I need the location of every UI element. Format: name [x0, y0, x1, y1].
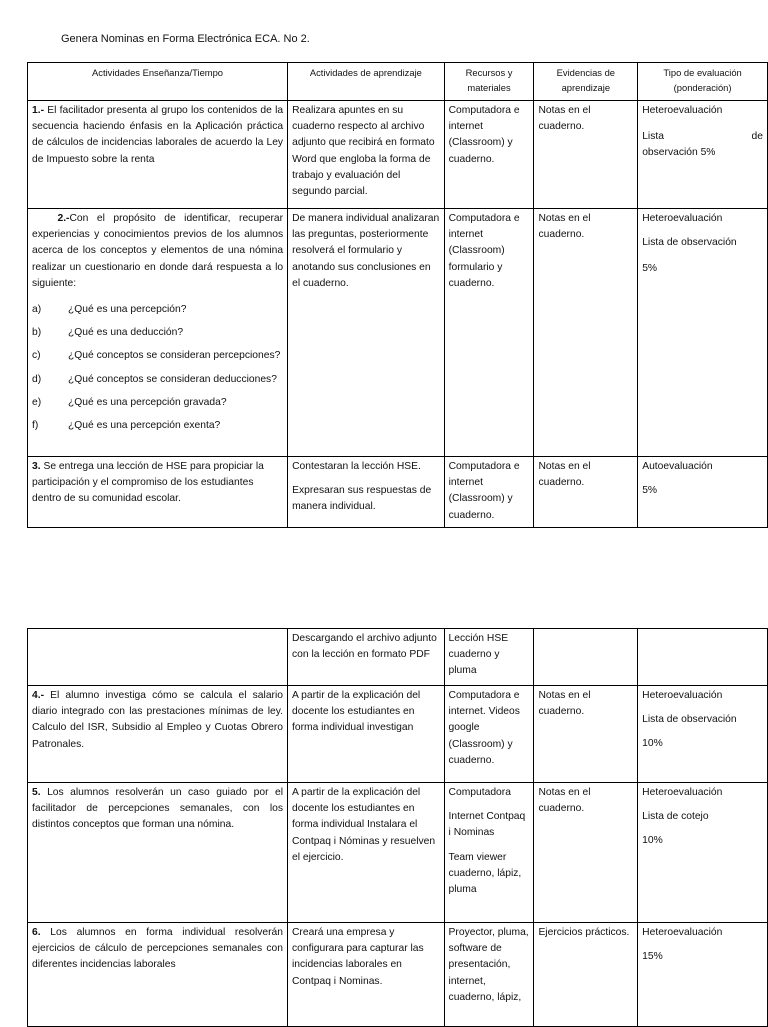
learning-activity-cell: [288, 457, 445, 528]
question-letter: c): [32, 350, 41, 362]
teaching-activity-cell: [28, 686, 288, 783]
evidence-cell: Notas en el cuaderno.: [534, 209, 638, 457]
activity-number: 4.-: [32, 690, 45, 701]
question-letter: b): [32, 327, 42, 339]
question-letter: f): [32, 420, 39, 432]
table-row: [28, 101, 768, 209]
question-text: ¿Qué es una percepción exenta?: [68, 420, 221, 432]
resources-cell: Computadora e internet (Classroom) y cuaderno.: [444, 457, 534, 528]
question-letter: e): [32, 396, 42, 408]
activity-text: Los alumnos resolverán un caso guiado por el facilitador de percepciones semanales, con los distintos conceptos que forman una nómina.: [32, 787, 283, 831]
resources-cell: Lección HSE cuaderno y pluma: [444, 629, 534, 686]
evaluation-tool-word: de: [751, 131, 763, 143]
header-evaluation-type: Tipo de evaluación (ponderación): [638, 63, 768, 101]
resources-line: Internet Contpaq i Nominas: [448, 811, 526, 839]
teaching-activity-cell: [28, 209, 288, 457]
evaluation-tool-rest: observación 5%: [642, 147, 716, 159]
question-item: [32, 372, 283, 388]
activity-number: 1.-: [32, 105, 45, 116]
evaluation-cell: [638, 209, 768, 457]
learning-activity-line: Contestaran la lección HSE.: [292, 461, 421, 472]
question-text: ¿Qué es una percepción gravada?: [68, 396, 227, 408]
evidence-cell: Notas en el cuaderno.: [534, 686, 638, 783]
activity-text: El alumno investiga cómo se calcula el salario diario integrado con las prestaciones mínimas de ley. Calculo del ISR, Subsidio al Empleo y Cuotas Obrero Patronales.: [32, 690, 283, 750]
resources-line: Computadora: [448, 787, 511, 798]
question-letter: d): [32, 373, 42, 385]
evaluation-tool: Lista de cotejo: [642, 811, 709, 823]
table-row: [28, 629, 768, 686]
activity-text: Se entrega una lección de HSE para propiciar la participación y el compromiso de los estudiantes dentro de su comunidad escolar.: [32, 461, 264, 505]
evaluation-cell: [638, 923, 768, 1027]
table-row: [28, 686, 768, 783]
evaluation-cell: [638, 783, 768, 923]
evaluation-type: Heteroevaluación: [642, 690, 723, 701]
teaching-activity-cell: [28, 457, 288, 528]
evaluation-type: Heteroevaluación: [642, 105, 723, 116]
teaching-activity-cell: [28, 101, 288, 209]
table-row: [28, 457, 768, 528]
question-text: ¿Qué es una deducción?: [68, 327, 184, 339]
teaching-activity-cell: [28, 629, 288, 686]
activities-table-top: [27, 62, 768, 528]
evidence-cell: [534, 629, 638, 686]
evaluation-type: Heteroevaluación: [642, 213, 723, 224]
question-letter: a): [32, 304, 42, 316]
teaching-activity-cell: [28, 923, 288, 1027]
question-text: ¿Qué conceptos se consideran percepciones?: [68, 350, 281, 362]
activity-number: 6.: [32, 927, 41, 938]
activity-paragraph: [32, 211, 283, 292]
evaluation-type: Heteroevaluación: [642, 787, 723, 798]
evaluation-cell: [638, 457, 768, 528]
evaluation-tool: Lista de observación: [642, 714, 737, 726]
evaluation-cell: [638, 629, 768, 686]
learning-activity-cell: A partir de la explicación del docente los estudiantes en forma individual investigan: [288, 686, 445, 783]
table-row: [28, 923, 768, 1027]
resources-line: Team viewer cuaderno, lápiz, pluma: [448, 851, 522, 896]
header-resources: Recursos y materiales: [444, 63, 534, 101]
learning-activity-cell: De manera individual analizaran las preguntas, posteriormente resolverá el formulario y anotando sus conclusiones en el cuaderno.: [288, 209, 445, 457]
resources-cell: [444, 783, 534, 923]
question-text: ¿Qué conceptos se consideran deducciones?: [68, 373, 277, 385]
question-item: [32, 418, 283, 434]
resources-cell: Proyector, pluma, software de presentación, internet, cuaderno, lápiz,: [444, 923, 534, 1027]
activity-text: El facilitador presenta al grupo los contenidos de la secuencia haciendo énfasis en la Aplicación práctica de cálculos de incidencias laborales de acuerdo la Ley de Impuesto sobre la renta: [32, 105, 284, 165]
learning-activity-cell: Descargando el archivo adjunto con la lección en formato PDF: [288, 629, 445, 686]
evaluation-cell: [638, 686, 768, 783]
evaluation-type: Heteroevaluación: [642, 927, 723, 938]
table-row: [28, 783, 768, 923]
evaluation-percentage: 5%: [642, 485, 658, 497]
question-item: [32, 325, 283, 341]
learning-activity-cell: A partir de la explicación del docente los estudiantes en forma individual Instalara el Contpaq i Nóminas y resuelven el ejercicio.: [288, 783, 445, 923]
header-learning-activities: Actividades de aprendizaje: [288, 63, 445, 101]
learning-activity-line: Expresaran sus respuestas de manera individual.: [292, 485, 432, 513]
activity-number: 5.: [32, 787, 41, 798]
resources-cell: Computadora e internet (Classroom) formulario y cuaderno.: [444, 209, 534, 457]
evaluation-percentage: 10%: [642, 835, 663, 847]
question-item: [32, 348, 283, 364]
activity-number: 2.-: [57, 213, 70, 224]
activity-text: Los alumnos en forma individual resolverán ejercicios de cálculo de percepciones semanales con diferentes incidencias laborales: [32, 927, 283, 971]
question-item: [32, 395, 283, 411]
evaluation-percentage: 5%: [642, 263, 658, 275]
resources-cell: Computadora e internet (Classroom) y cuaderno.: [444, 101, 534, 209]
document-title: Genera Nominas en Forma Electrónica ECA. No 2.: [61, 33, 310, 45]
table-header-row: [28, 63, 768, 101]
evaluation-tool: Lista de observación: [642, 237, 737, 249]
teaching-activity-cell: [28, 783, 288, 923]
learning-activity-cell: Realizara apuntes en su cuaderno respecto al archivo adjunto que recibirá en formato Word que engloba la forma de trabajo y evaluación del segundo parcial.: [288, 101, 445, 209]
evaluation-tool-word: Lista: [642, 131, 664, 143]
evidence-cell: Ejercicios prácticos.: [534, 923, 638, 1027]
evaluation-tool: [642, 129, 763, 145]
activity-number: 3.: [32, 461, 41, 472]
evidence-cell: Notas en el cuaderno.: [534, 457, 638, 528]
evaluation-cell: [638, 101, 768, 209]
table-row: [28, 209, 768, 457]
header-teaching-activities: Actividades Enseñanza/Tiempo: [28, 63, 288, 101]
header-evidence: Evidencias de aprendizaje: [534, 63, 638, 101]
evaluation-percentage: 15%: [642, 951, 663, 963]
question-text: ¿Qué es una percepción?: [68, 304, 187, 316]
learning-activity-cell: Creará una empresa y configurara para capturar las incidencias laborales en Contpaq i Nominas.: [288, 923, 445, 1027]
resources-cell: Computadora e internet. Videos google (Classroom) y cuaderno.: [444, 686, 534, 783]
question-item: [32, 302, 283, 318]
evaluation-type: Autoevaluación: [642, 461, 713, 472]
activities-table-continued: [27, 628, 768, 1027]
evidence-cell: Notas en el cuaderno.: [534, 101, 638, 209]
evaluation-percentage: 10%: [642, 738, 663, 750]
activity-text: Con el propósito de identificar, recuperar experiencias y conocimientos previos de los alumnos acerca de los conceptos y elementos de una nómina realizar un cuestionario en donde dará respuesta a lo siguiente:: [32, 213, 284, 289]
evidence-cell: Notas en el cuaderno.: [534, 783, 638, 923]
